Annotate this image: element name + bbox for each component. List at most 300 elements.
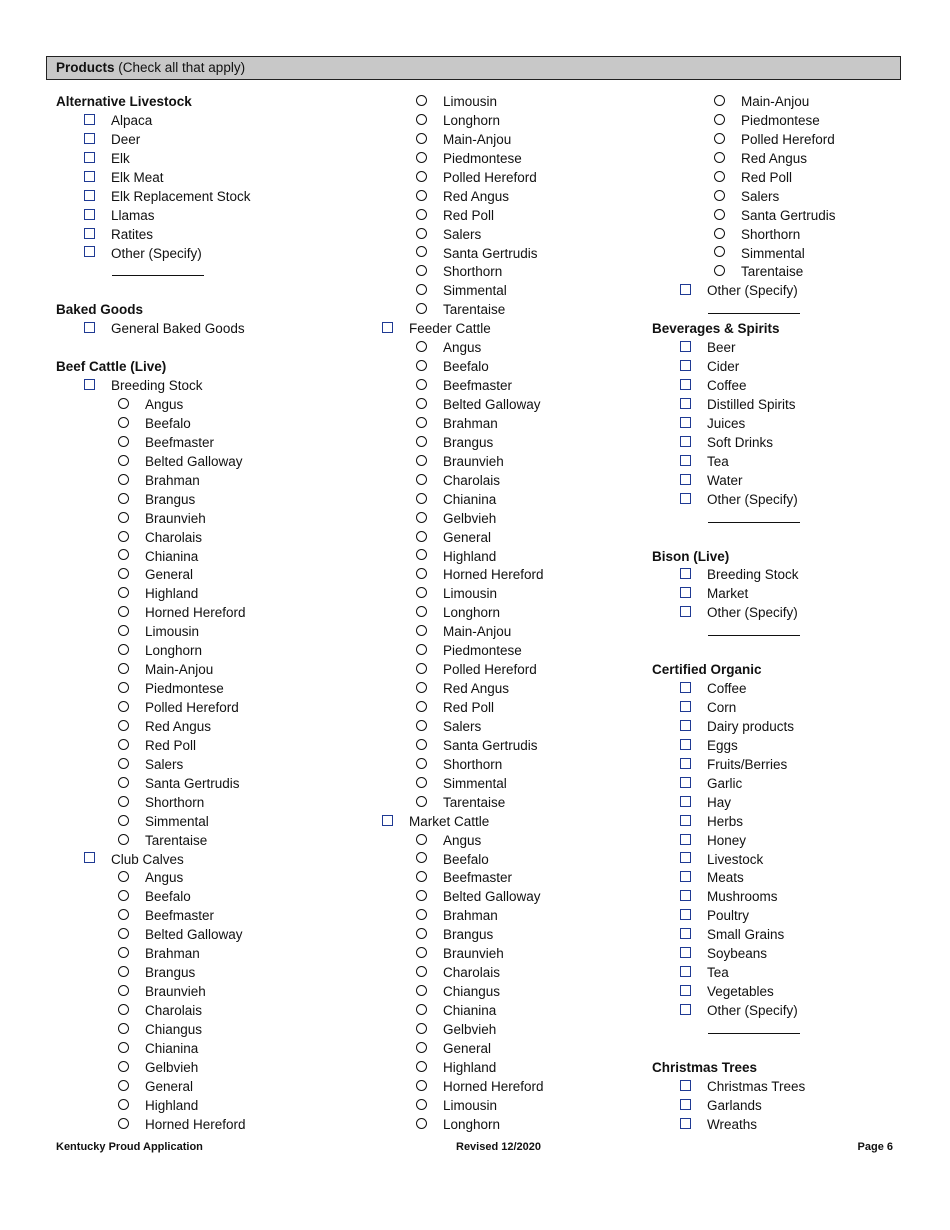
radio-option[interactable] bbox=[56, 548, 251, 567]
checkbox-icon[interactable] bbox=[680, 284, 691, 295]
checkbox-icon[interactable] bbox=[84, 114, 95, 125]
radio-circle-icon[interactable] bbox=[714, 209, 725, 220]
checkbox-option[interactable] bbox=[56, 188, 251, 207]
radio-option[interactable] bbox=[56, 1078, 251, 1097]
radio-circle-icon[interactable] bbox=[416, 190, 427, 201]
specify-blank-line[interactable] bbox=[56, 263, 251, 282]
checkbox-option[interactable] bbox=[652, 415, 836, 434]
checkbox-icon[interactable] bbox=[84, 190, 95, 201]
checkbox-icon[interactable] bbox=[680, 568, 691, 579]
radio-option[interactable] bbox=[382, 510, 544, 529]
checkbox-icon[interactable] bbox=[680, 417, 691, 428]
checkbox-icon[interactable] bbox=[680, 587, 691, 598]
radio-circle-icon[interactable] bbox=[118, 834, 129, 845]
radio-circle-icon[interactable] bbox=[118, 455, 129, 466]
specify-underline[interactable] bbox=[708, 623, 800, 636]
checkbox-option[interactable] bbox=[652, 358, 836, 377]
checkbox-icon[interactable] bbox=[382, 322, 393, 333]
radio-circle-icon[interactable] bbox=[118, 909, 129, 920]
checkbox-icon[interactable] bbox=[680, 815, 691, 826]
radio-circle-icon[interactable] bbox=[118, 512, 129, 523]
radio-circle-icon[interactable] bbox=[416, 758, 427, 769]
radio-circle-icon[interactable] bbox=[416, 455, 427, 466]
radio-option[interactable] bbox=[56, 661, 251, 680]
checkbox-option[interactable] bbox=[652, 1116, 836, 1135]
checkbox-option[interactable] bbox=[652, 491, 836, 510]
radio-option[interactable] bbox=[382, 1116, 544, 1135]
radio-option[interactable] bbox=[382, 263, 544, 282]
radio-circle-icon[interactable] bbox=[118, 493, 129, 504]
radio-circle-icon[interactable] bbox=[416, 341, 427, 352]
radio-circle-icon[interactable] bbox=[118, 474, 129, 485]
checkbox-option[interactable] bbox=[652, 794, 836, 813]
checkbox-icon[interactable] bbox=[84, 133, 95, 144]
checkbox-option[interactable] bbox=[652, 888, 836, 907]
checkbox-icon[interactable] bbox=[680, 966, 691, 977]
radio-option[interactable] bbox=[382, 926, 544, 945]
checkbox-option[interactable] bbox=[652, 775, 836, 794]
checkbox-icon[interactable] bbox=[680, 1004, 691, 1015]
radio-circle-icon[interactable] bbox=[118, 398, 129, 409]
checkbox-option[interactable] bbox=[652, 1078, 836, 1097]
checkbox-option[interactable] bbox=[652, 472, 836, 491]
checkbox-option[interactable] bbox=[56, 131, 251, 150]
radio-option[interactable] bbox=[382, 396, 544, 415]
checkbox-icon[interactable] bbox=[680, 720, 691, 731]
radio-option[interactable] bbox=[56, 396, 251, 415]
radio-option[interactable] bbox=[56, 945, 251, 964]
radio-option[interactable] bbox=[56, 794, 251, 813]
radio-circle-icon[interactable] bbox=[416, 663, 427, 674]
checkbox-icon[interactable] bbox=[680, 682, 691, 693]
radio-circle-icon[interactable] bbox=[416, 1023, 427, 1034]
checkbox-option[interactable] bbox=[652, 396, 836, 415]
checkbox-icon[interactable] bbox=[84, 209, 95, 220]
radio-circle-icon[interactable] bbox=[118, 587, 129, 598]
radio-circle-icon[interactable] bbox=[416, 152, 427, 163]
checkbox-icon[interactable] bbox=[84, 246, 95, 257]
checkbox-icon[interactable] bbox=[680, 928, 691, 939]
checkbox-icon[interactable] bbox=[84, 228, 95, 239]
radio-option[interactable] bbox=[382, 226, 544, 245]
radio-circle-icon[interactable] bbox=[118, 436, 129, 447]
radio-circle-icon[interactable] bbox=[118, 1004, 129, 1015]
radio-option[interactable] bbox=[56, 472, 251, 491]
radio-circle-icon[interactable] bbox=[416, 720, 427, 731]
specify-underline[interactable] bbox=[708, 301, 800, 314]
radio-circle-icon[interactable] bbox=[416, 890, 427, 901]
specify-blank-line[interactable] bbox=[652, 510, 836, 529]
radio-option[interactable] bbox=[56, 1002, 251, 1021]
radio-option[interactable] bbox=[56, 888, 251, 907]
checkbox-option[interactable] bbox=[652, 604, 836, 623]
radio-option[interactable] bbox=[382, 1097, 544, 1116]
checkbox-option[interactable] bbox=[652, 1002, 836, 1021]
radio-option[interactable] bbox=[382, 756, 544, 775]
radio-circle-icon[interactable] bbox=[714, 265, 725, 276]
radio-option[interactable] bbox=[56, 585, 251, 604]
checkbox-icon[interactable] bbox=[84, 852, 95, 863]
radio-circle-icon[interactable] bbox=[416, 209, 427, 220]
checkbox-option[interactable] bbox=[382, 320, 544, 339]
radio-circle-icon[interactable] bbox=[416, 1080, 427, 1091]
radio-option[interactable] bbox=[382, 775, 544, 794]
radio-option[interactable] bbox=[652, 188, 836, 207]
checkbox-icon[interactable] bbox=[84, 322, 95, 333]
radio-option[interactable] bbox=[56, 907, 251, 926]
checkbox-option[interactable] bbox=[56, 851, 251, 870]
radio-option[interactable] bbox=[382, 832, 544, 851]
radio-option[interactable] bbox=[382, 282, 544, 301]
radio-circle-icon[interactable] bbox=[118, 871, 129, 882]
radio-option[interactable] bbox=[382, 1059, 544, 1078]
radio-option[interactable] bbox=[56, 453, 251, 472]
radio-circle-icon[interactable] bbox=[416, 871, 427, 882]
radio-option[interactable] bbox=[382, 358, 544, 377]
checkbox-icon[interactable] bbox=[84, 171, 95, 182]
checkbox-option[interactable] bbox=[652, 699, 836, 718]
radio-circle-icon[interactable] bbox=[118, 1099, 129, 1110]
radio-option[interactable] bbox=[382, 718, 544, 737]
radio-circle-icon[interactable] bbox=[118, 1023, 129, 1034]
radio-option[interactable] bbox=[382, 188, 544, 207]
radio-circle-icon[interactable] bbox=[118, 1118, 129, 1129]
radio-option[interactable] bbox=[56, 491, 251, 510]
radio-circle-icon[interactable] bbox=[416, 531, 427, 542]
radio-circle-icon[interactable] bbox=[416, 133, 427, 144]
checkbox-icon[interactable] bbox=[382, 815, 393, 826]
checkbox-option[interactable] bbox=[652, 585, 836, 604]
radio-option[interactable] bbox=[382, 907, 544, 926]
radio-option[interactable] bbox=[652, 150, 836, 169]
checkbox-icon[interactable] bbox=[84, 379, 95, 390]
radio-option[interactable] bbox=[382, 983, 544, 1002]
radio-circle-icon[interactable] bbox=[714, 190, 725, 201]
radio-option[interactable] bbox=[382, 207, 544, 226]
radio-option[interactable] bbox=[56, 680, 251, 699]
checkbox-option[interactable] bbox=[56, 377, 251, 396]
radio-circle-icon[interactable] bbox=[714, 228, 725, 239]
radio-circle-icon[interactable] bbox=[416, 606, 427, 617]
checkbox-option[interactable] bbox=[652, 566, 836, 585]
checkbox-icon[interactable] bbox=[680, 493, 691, 504]
radio-option[interactable] bbox=[56, 699, 251, 718]
radio-option[interactable] bbox=[56, 1116, 251, 1135]
radio-circle-icon[interactable] bbox=[416, 171, 427, 182]
checkbox-icon[interactable] bbox=[680, 871, 691, 882]
radio-circle-icon[interactable] bbox=[118, 1080, 129, 1091]
radio-circle-icon[interactable] bbox=[416, 777, 427, 788]
radio-option[interactable] bbox=[382, 245, 544, 264]
radio-circle-icon[interactable] bbox=[416, 701, 427, 712]
radio-option[interactable] bbox=[382, 112, 544, 131]
radio-option[interactable] bbox=[382, 869, 544, 888]
radio-circle-icon[interactable] bbox=[118, 966, 129, 977]
radio-option[interactable] bbox=[56, 415, 251, 434]
radio-circle-icon[interactable] bbox=[416, 947, 427, 958]
checkbox-icon[interactable] bbox=[680, 796, 691, 807]
radio-circle-icon[interactable] bbox=[118, 549, 129, 560]
radio-option[interactable] bbox=[56, 1040, 251, 1059]
radio-option[interactable] bbox=[382, 680, 544, 699]
checkbox-option[interactable] bbox=[652, 964, 836, 983]
radio-circle-icon[interactable] bbox=[118, 739, 129, 750]
radio-option[interactable] bbox=[382, 131, 544, 150]
radio-option[interactable] bbox=[382, 585, 544, 604]
radio-option[interactable] bbox=[652, 169, 836, 188]
radio-circle-icon[interactable] bbox=[416, 966, 427, 977]
radio-option[interactable] bbox=[56, 813, 251, 832]
radio-option[interactable] bbox=[56, 623, 251, 642]
radio-circle-icon[interactable] bbox=[416, 303, 427, 314]
radio-circle-icon[interactable] bbox=[118, 947, 129, 958]
radio-option[interactable] bbox=[382, 604, 544, 623]
radio-option[interactable] bbox=[56, 869, 251, 888]
radio-option[interactable] bbox=[382, 623, 544, 642]
checkbox-option[interactable] bbox=[652, 453, 836, 472]
radio-option[interactable] bbox=[382, 964, 544, 983]
checkbox-icon[interactable] bbox=[680, 758, 691, 769]
checkbox-icon[interactable] bbox=[84, 152, 95, 163]
checkbox-icon[interactable] bbox=[680, 379, 691, 390]
radio-option[interactable] bbox=[56, 529, 251, 548]
radio-option[interactable] bbox=[652, 131, 836, 150]
checkbox-option[interactable] bbox=[652, 945, 836, 964]
checkbox-option[interactable] bbox=[652, 832, 836, 851]
radio-circle-icon[interactable] bbox=[714, 114, 725, 125]
checkbox-icon[interactable] bbox=[680, 455, 691, 466]
radio-option[interactable] bbox=[652, 112, 836, 131]
radio-circle-icon[interactable] bbox=[416, 928, 427, 939]
radio-option[interactable] bbox=[652, 226, 836, 245]
radio-circle-icon[interactable] bbox=[714, 171, 725, 182]
checkbox-icon[interactable] bbox=[680, 739, 691, 750]
radio-circle-icon[interactable] bbox=[118, 777, 129, 788]
specify-underline[interactable] bbox=[112, 263, 204, 276]
checkbox-option[interactable] bbox=[652, 756, 836, 775]
radio-option[interactable] bbox=[382, 415, 544, 434]
radio-circle-icon[interactable] bbox=[118, 720, 129, 731]
radio-circle-icon[interactable] bbox=[416, 985, 427, 996]
radio-circle-icon[interactable] bbox=[118, 815, 129, 826]
radio-circle-icon[interactable] bbox=[416, 379, 427, 390]
checkbox-option[interactable] bbox=[56, 320, 251, 339]
checkbox-option[interactable] bbox=[652, 282, 836, 301]
checkbox-option[interactable] bbox=[56, 112, 251, 131]
radio-circle-icon[interactable] bbox=[416, 549, 427, 560]
radio-circle-icon[interactable] bbox=[416, 512, 427, 523]
radio-circle-icon[interactable] bbox=[416, 852, 427, 863]
checkbox-option[interactable] bbox=[56, 226, 251, 245]
radio-circle-icon[interactable] bbox=[118, 928, 129, 939]
radio-circle-icon[interactable] bbox=[416, 474, 427, 485]
radio-option[interactable] bbox=[382, 1002, 544, 1021]
checkbox-option[interactable] bbox=[652, 718, 836, 737]
checkbox-option[interactable] bbox=[652, 339, 836, 358]
checkbox-option[interactable] bbox=[652, 851, 836, 870]
radio-circle-icon[interactable] bbox=[118, 796, 129, 807]
radio-circle-icon[interactable] bbox=[416, 95, 427, 106]
radio-circle-icon[interactable] bbox=[118, 625, 129, 636]
radio-option[interactable] bbox=[382, 453, 544, 472]
radio-circle-icon[interactable] bbox=[416, 246, 427, 257]
specify-blank-line[interactable] bbox=[652, 301, 836, 320]
radio-option[interactable] bbox=[382, 737, 544, 756]
radio-option[interactable] bbox=[382, 491, 544, 510]
checkbox-option[interactable] bbox=[652, 983, 836, 1002]
radio-circle-icon[interactable] bbox=[416, 398, 427, 409]
checkbox-icon[interactable] bbox=[680, 398, 691, 409]
checkbox-option[interactable] bbox=[652, 377, 836, 396]
checkbox-icon[interactable] bbox=[680, 341, 691, 352]
radio-option[interactable] bbox=[56, 718, 251, 737]
radio-option[interactable] bbox=[382, 1078, 544, 1097]
radio-option[interactable] bbox=[382, 339, 544, 358]
radio-option[interactable] bbox=[56, 737, 251, 756]
radio-option[interactable] bbox=[56, 832, 251, 851]
radio-circle-icon[interactable] bbox=[118, 682, 129, 693]
radio-option[interactable] bbox=[56, 604, 251, 623]
radio-circle-icon[interactable] bbox=[416, 1004, 427, 1015]
radio-option[interactable] bbox=[56, 1097, 251, 1116]
radio-circle-icon[interactable] bbox=[416, 909, 427, 920]
radio-circle-icon[interactable] bbox=[416, 1099, 427, 1110]
checkbox-icon[interactable] bbox=[680, 474, 691, 485]
radio-option[interactable] bbox=[56, 756, 251, 775]
specify-underline[interactable] bbox=[708, 1021, 800, 1034]
checkbox-icon[interactable] bbox=[680, 1099, 691, 1110]
radio-option[interactable] bbox=[382, 93, 544, 112]
radio-option[interactable] bbox=[382, 169, 544, 188]
radio-option[interactable] bbox=[382, 377, 544, 396]
radio-option[interactable] bbox=[56, 566, 251, 585]
radio-circle-icon[interactable] bbox=[416, 114, 427, 125]
radio-circle-icon[interactable] bbox=[118, 531, 129, 542]
radio-circle-icon[interactable] bbox=[714, 133, 725, 144]
radio-option[interactable] bbox=[382, 548, 544, 567]
checkbox-option[interactable] bbox=[652, 869, 836, 888]
checkbox-icon[interactable] bbox=[680, 701, 691, 712]
radio-circle-icon[interactable] bbox=[714, 246, 725, 257]
checkbox-icon[interactable] bbox=[680, 909, 691, 920]
radio-option[interactable] bbox=[382, 945, 544, 964]
radio-circle-icon[interactable] bbox=[118, 663, 129, 674]
checkbox-icon[interactable] bbox=[680, 360, 691, 371]
checkbox-icon[interactable] bbox=[680, 606, 691, 617]
radio-circle-icon[interactable] bbox=[416, 568, 427, 579]
radio-circle-icon[interactable] bbox=[416, 265, 427, 276]
radio-circle-icon[interactable] bbox=[714, 95, 725, 106]
radio-circle-icon[interactable] bbox=[416, 739, 427, 750]
radio-circle-icon[interactable] bbox=[416, 493, 427, 504]
radio-option[interactable] bbox=[382, 566, 544, 585]
radio-circle-icon[interactable] bbox=[118, 568, 129, 579]
radio-option[interactable] bbox=[382, 1021, 544, 1040]
checkbox-option[interactable] bbox=[652, 926, 836, 945]
radio-option[interactable] bbox=[382, 301, 544, 320]
radio-option[interactable] bbox=[382, 1040, 544, 1059]
checkbox-icon[interactable] bbox=[680, 890, 691, 901]
radio-option[interactable] bbox=[382, 434, 544, 453]
radio-option[interactable] bbox=[382, 851, 544, 870]
radio-option[interactable] bbox=[56, 642, 251, 661]
radio-circle-icon[interactable] bbox=[416, 625, 427, 636]
radio-circle-icon[interactable] bbox=[416, 1042, 427, 1053]
radio-option[interactable] bbox=[382, 529, 544, 548]
radio-option[interactable] bbox=[382, 794, 544, 813]
radio-circle-icon[interactable] bbox=[118, 701, 129, 712]
radio-circle-icon[interactable] bbox=[118, 644, 129, 655]
checkbox-icon[interactable] bbox=[680, 834, 691, 845]
radio-circle-icon[interactable] bbox=[714, 152, 725, 163]
radio-option[interactable] bbox=[56, 1021, 251, 1040]
radio-option[interactable] bbox=[382, 888, 544, 907]
radio-circle-icon[interactable] bbox=[416, 436, 427, 447]
radio-option[interactable] bbox=[382, 661, 544, 680]
radio-option[interactable] bbox=[56, 434, 251, 453]
radio-option[interactable] bbox=[56, 983, 251, 1002]
radio-option[interactable] bbox=[652, 245, 836, 264]
radio-option[interactable] bbox=[382, 150, 544, 169]
radio-option[interactable] bbox=[56, 964, 251, 983]
radio-option[interactable] bbox=[652, 93, 836, 112]
radio-circle-icon[interactable] bbox=[416, 682, 427, 693]
radio-circle-icon[interactable] bbox=[416, 796, 427, 807]
checkbox-option[interactable] bbox=[382, 813, 544, 832]
radio-circle-icon[interactable] bbox=[118, 758, 129, 769]
radio-circle-icon[interactable] bbox=[416, 1118, 427, 1129]
radio-circle-icon[interactable] bbox=[416, 284, 427, 295]
radio-circle-icon[interactable] bbox=[416, 644, 427, 655]
radio-circle-icon[interactable] bbox=[416, 1061, 427, 1072]
checkbox-option[interactable] bbox=[652, 1097, 836, 1116]
checkbox-option[interactable] bbox=[56, 150, 251, 169]
radio-circle-icon[interactable] bbox=[416, 360, 427, 371]
radio-circle-icon[interactable] bbox=[416, 587, 427, 598]
radio-circle-icon[interactable] bbox=[118, 1042, 129, 1053]
checkbox-icon[interactable] bbox=[680, 947, 691, 958]
specify-underline[interactable] bbox=[708, 510, 800, 523]
radio-circle-icon[interactable] bbox=[118, 606, 129, 617]
checkbox-option[interactable] bbox=[652, 907, 836, 926]
radio-circle-icon[interactable] bbox=[416, 417, 427, 428]
checkbox-option[interactable] bbox=[652, 737, 836, 756]
checkbox-icon[interactable] bbox=[680, 1118, 691, 1129]
radio-option[interactable] bbox=[56, 926, 251, 945]
radio-option[interactable] bbox=[382, 699, 544, 718]
specify-blank-line[interactable] bbox=[652, 623, 836, 642]
checkbox-option[interactable] bbox=[652, 813, 836, 832]
checkbox-icon[interactable] bbox=[680, 985, 691, 996]
checkbox-icon[interactable] bbox=[680, 852, 691, 863]
radio-circle-icon[interactable] bbox=[416, 228, 427, 239]
radio-option[interactable] bbox=[56, 510, 251, 529]
radio-circle-icon[interactable] bbox=[118, 1061, 129, 1072]
checkbox-option[interactable] bbox=[56, 245, 251, 264]
checkbox-option[interactable] bbox=[56, 207, 251, 226]
radio-option[interactable] bbox=[652, 263, 836, 282]
checkbox-option[interactable] bbox=[652, 680, 836, 699]
checkbox-icon[interactable] bbox=[680, 1080, 691, 1091]
checkbox-icon[interactable] bbox=[680, 436, 691, 447]
radio-circle-icon[interactable] bbox=[118, 890, 129, 901]
radio-option[interactable] bbox=[382, 642, 544, 661]
checkbox-option[interactable] bbox=[56, 169, 251, 188]
checkbox-option[interactable] bbox=[652, 434, 836, 453]
radio-circle-icon[interactable] bbox=[416, 834, 427, 845]
radio-option[interactable] bbox=[56, 1059, 251, 1078]
checkbox-icon[interactable] bbox=[680, 777, 691, 788]
